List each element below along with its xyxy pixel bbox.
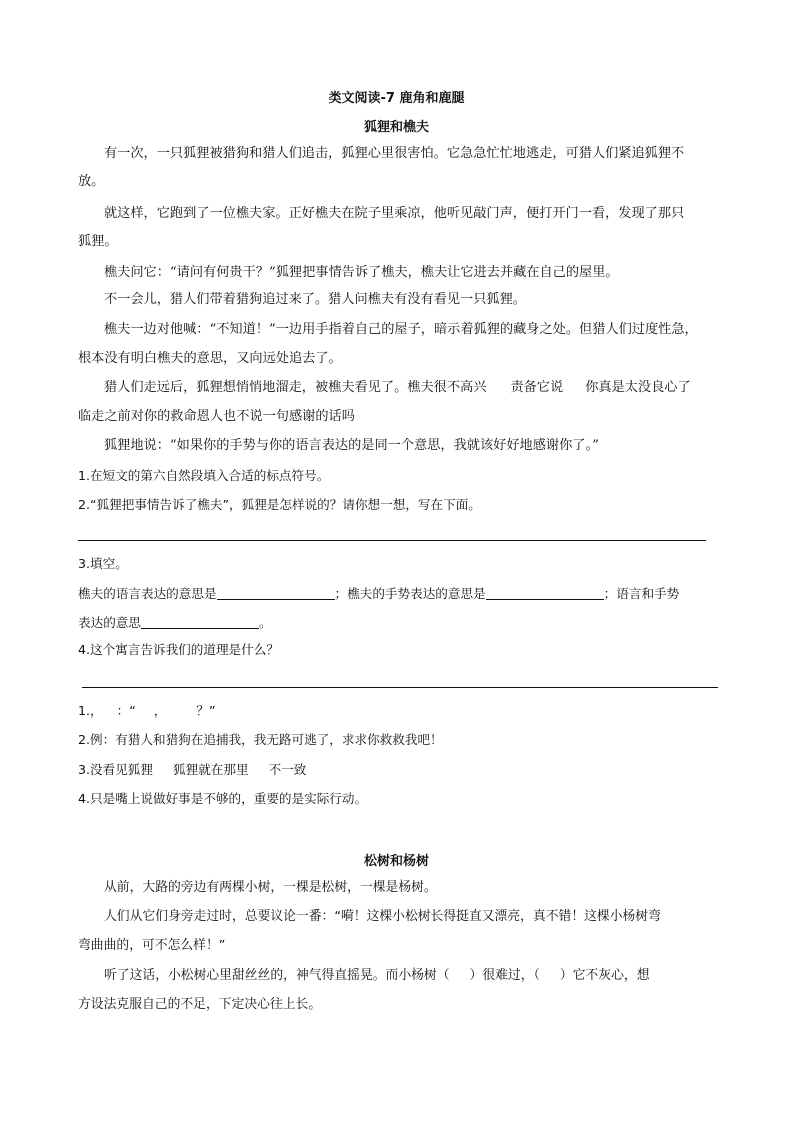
answer-1	[78, 703, 718, 719]
story1-line	[104, 380, 718, 396]
story2-line	[104, 968, 718, 984]
story1-line: 根本没有明白樵夫的意思，又向远处追去了。	[78, 351, 342, 366]
answer-3-part: 狐狸就在那里	[173, 762, 249, 777]
q3-blank-language[interactable]	[217, 585, 335, 600]
answer-4: 4.只是嘴上说做好事是不够的，重要的是实际行动。	[78, 791, 368, 806]
q3-text: 樵夫的语言表达的意思是	[78, 586, 217, 601]
story1-segment: 猎人们走远后，狐狸想悄悄地溜走，被樵夫看见了。樵夫很不高兴	[104, 380, 487, 395]
story2-title: 松树和杨树	[363, 854, 429, 869]
story1-line: 不一会儿，猎人们带着猎狗追过来了。猎人问樵夫有没有看见一只狐狸。	[104, 292, 526, 307]
story1-line: 临走之前对你的救命恩人也不说一句感谢的话吗	[78, 409, 355, 424]
question-2: 2.“狐狸把事情告诉了樵夫”，狐狸是怎样说的？请你想一想，写在下面。	[78, 497, 481, 512]
story1-segment: 责备它说	[510, 380, 564, 395]
answer-line-q2[interactable]	[78, 540, 706, 541]
q3-blank-meaning[interactable]	[141, 614, 259, 629]
story1-line: 樵夫问它：“请问有何贵干？”狐狸把事情告诉了樵夫，樵夫让它进去并藏在自己的屋里。	[104, 265, 619, 280]
story2-segment: 听了这话，小松树心里甜丝丝的，神气得直摇晃。而小杨树（	[104, 968, 450, 983]
story2-segment: ）它不灰心，想	[559, 968, 650, 983]
q3-text: 表达的意思	[78, 615, 141, 630]
story2-line: 方设法克服自己的不足，下定决心往上长。	[78, 997, 322, 1012]
story2-line: 从前，大路的旁边有两棵小树，一棵是松树，一棵是杨树。	[104, 880, 437, 895]
question-1: 1.在短文的第六自然段填入合适的标点符号。	[78, 468, 330, 483]
answer-1-part: ：“	[116, 703, 136, 718]
document-title: 类文阅读-7 鹿角和鹿腿	[328, 91, 465, 106]
story1-line: 狐狸地说：“如果你的手势与你的语言表达的是同一个意思，我就该好好地感谢你了。”	[104, 438, 599, 453]
question-3: 3.填空。	[78, 556, 128, 571]
question-3-fill-line	[78, 614, 718, 631]
answer-1-part: ，	[153, 703, 167, 718]
story2-line: 人们从它们身旁走过时，总要议论一番：“嗬！这棵小松树长得挺直又漂亮，真不错！这棵小杨树弯	[104, 909, 661, 924]
question-3-fill-line	[78, 585, 718, 602]
q3-text: ；语言和手势	[603, 586, 680, 601]
q3-text: 。	[258, 615, 272, 630]
story1-line: 狐狸。	[78, 234, 118, 249]
story1-line: 樵夫一边对他喊：“不知道！”一边用手指着自己的屋子，暗示着狐狸的藏身之处。但猎人们过度性急，	[104, 322, 698, 337]
story2-line: 弯曲曲的，可不怎么样！”	[78, 938, 226, 953]
story1-title: 狐狸和樵夫	[363, 120, 429, 135]
story1-line: 放。	[78, 174, 105, 189]
answer-3-part: 3.没看见狐狸	[78, 762, 153, 777]
story2-segment: ）很难过，（	[469, 968, 540, 983]
answer-3-part: 不一致	[268, 762, 307, 777]
answer-1-part: ？”	[196, 703, 216, 718]
q3-text: ；樵夫的手势表达的意思是	[334, 586, 486, 601]
answer-1-part: 1.，	[78, 703, 103, 718]
q3-blank-gesture[interactable]	[486, 585, 604, 600]
story1-line: 就这样，它跑到了一位樵夫家。正好樵夫在院子里乘凉，他听见敲门声，便打开门一看，发现了那只	[104, 206, 685, 221]
answer-line-q4[interactable]	[82, 687, 718, 688]
answer-3	[78, 762, 718, 778]
answer-2: 2.例：有猎人和猎狗在追捕我，我无路可逃了，求求你救救我吧！	[78, 732, 443, 747]
story1-line: 有一次，一只狐狸被猎狗和猎人们追击，狐狸心里很害怕。它急急忙忙地逃走，可猎人们紧追狐狸不	[104, 146, 685, 161]
question-4: 4.这个寓言告诉我们的道理是什么？	[78, 642, 279, 657]
story1-segment: 你真是太没良心了	[585, 380, 691, 395]
